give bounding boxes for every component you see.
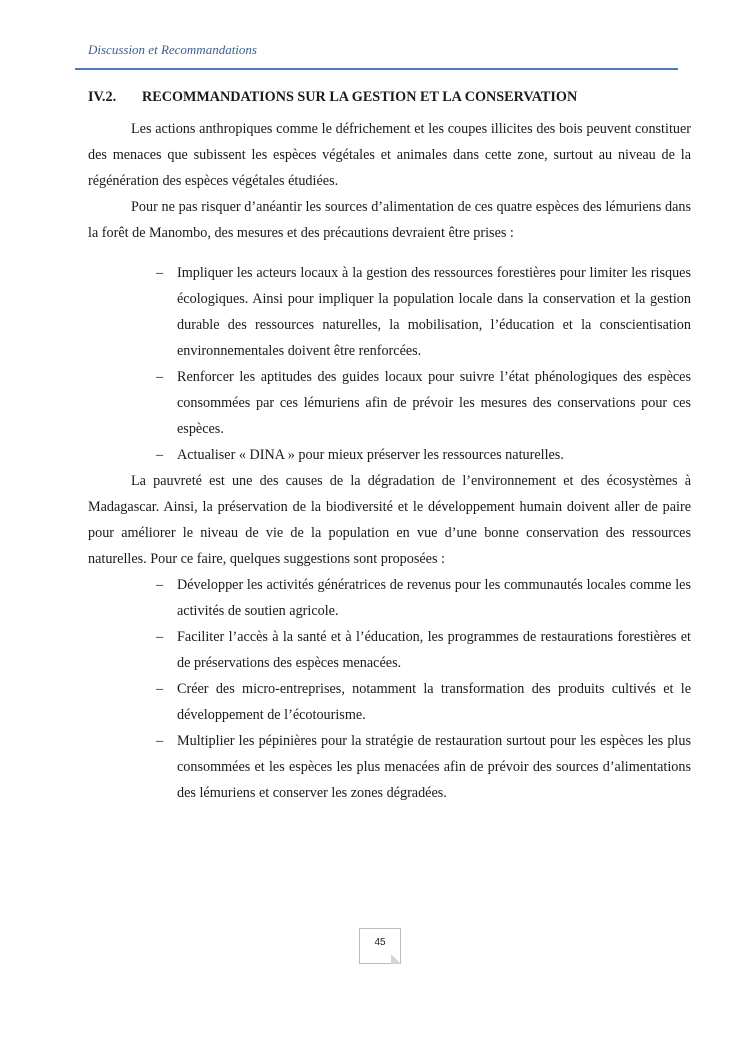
dash-bullet: – [156,577,164,593]
dash-bullet: – [156,733,164,749]
suggestions-list [88,572,691,806]
page-body [88,84,691,806]
dash-bullet: – [156,681,164,697]
dash-bullet: – [156,629,164,645]
list-item-text: Renforcer les aptitudes des guides locaux pour suivre l’état phénologiques des espèces consommées par ces lémuriens afin de prévoir les mesures des conservations pour ces espèces. [177,369,691,437]
list-item-text: Développer les activités génératrices de revenus pour les communautés locales comme les activités de soutien agricole. [177,577,691,619]
paragraph-measures-intro: Pour ne pas risquer d’anéantir les sources d’alimentation de ces quatre espèces des lémuriens dans la forêt de Manombo, des mesures et des précautions devraient être prises : [88,199,691,241]
paragraph-threats: Les actions anthropiques comme le défrichement et les coupes illicites des bois peuvent constituer des menaces que subissent les espèces végétales et animales dans cette zone, surtout au niveau de la régénération des espèces végétales étudiées. [88,121,691,189]
list-item-text: Impliquer les acteurs locaux à la gestion des ressources forestières pour limiter les risques écologiques. Ainsi pour impliquer la population locale dans la conservation et la gestion durable des ressources naturelles, la mobilisation, l’éducation et la conscientisation environnementales doivent être renforcées. [177,265,691,359]
dash-bullet: – [156,369,164,385]
dash-bullet: – [156,265,164,281]
list-item [88,676,691,728]
paragraph-poverty: La pauvreté est une des causes de la dégradation de l’environnement et des écosystèmes à Madagascar. Ainsi, la préservation de la biodiversité et le développement humain doivent aller de paire pour améliorer le niveau de vie de la population en vue d’une bonne conservation des ressources naturelles. Pour ce faire, quelques suggestions sont proposées : [88,473,691,567]
list-item [88,572,691,624]
list-item [88,364,691,442]
page-number: 45 [374,937,386,948]
list-item [88,442,691,468]
header-divider [75,68,678,70]
list-item-text: Faciliter l’accès à la santé et à l’éducation, les programmes de restaurations forestières et de préservations des espèces menacées. [177,629,691,671]
section-heading [88,84,691,110]
list-item [88,728,691,806]
list-item [88,260,691,364]
section-number: IV.2. [88,89,117,105]
list-item-text: Actualiser « DINA » pour mieux préserver les ressources naturelles. [177,447,564,463]
page-number-box [359,928,401,964]
dash-bullet: – [156,447,164,463]
spacer [88,246,691,260]
list-item-text: Multiplier les pépinières pour la stratégie de restauration surtout pour les espèces les plus consommées et les espèces les plus menacées afin de prévoir des sources d’alimentations des lémuriens et conserver les zones dégradées. [177,733,691,801]
list-item-text: Créer des micro-entreprises, notamment la transformation des produits cultivés et le développement de l’écotourisme. [177,681,691,723]
section-title: RECOMMANDATIONS SUR LA GESTION ET LA CONSERVATION [142,89,578,105]
list-item [88,624,691,676]
running-header: Discussion et Recommandations [88,42,257,57]
measures-list [88,260,691,468]
page-fold-icon [391,954,401,964]
